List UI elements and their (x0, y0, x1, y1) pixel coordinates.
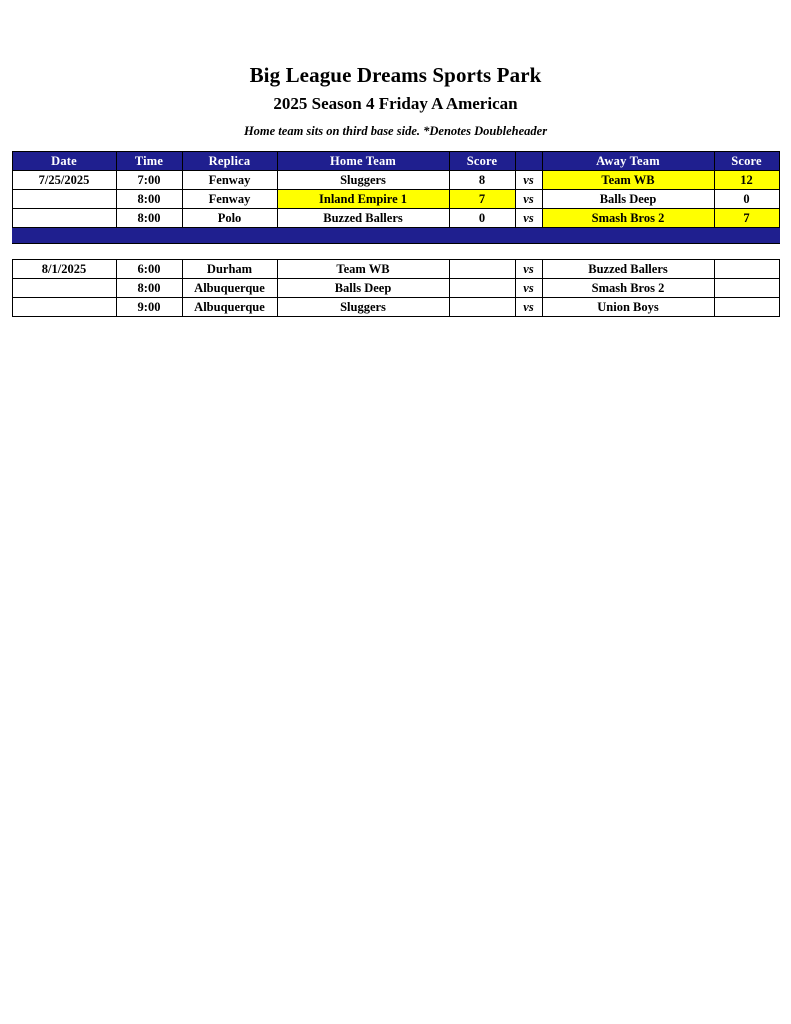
spacer-cell (515, 244, 542, 260)
table-body (12, 171, 779, 317)
cell-away-team: Union Boys (542, 298, 714, 317)
cell-time: 7:00 (116, 171, 182, 190)
cell-home-score (449, 298, 515, 317)
table-row (12, 298, 779, 317)
cell-replica: Albuquerque (182, 279, 277, 298)
table-row (12, 190, 779, 209)
cell-replica: Albuquerque (182, 298, 277, 317)
spacer-cell (277, 244, 449, 260)
cell-home-team: Buzzed Ballers (277, 209, 449, 228)
document-header (0, 0, 791, 140)
column-header-home-team: Home Team (277, 152, 449, 171)
spacer-cell (542, 244, 714, 260)
cell-home-score (449, 279, 515, 298)
cell-away-score: 7 (714, 209, 779, 228)
cell-away-team: Smash Bros 2 (542, 279, 714, 298)
spacer-cell (449, 244, 515, 260)
spacer-cell (182, 244, 277, 260)
cell-home-team: Team WB (277, 260, 449, 279)
spacer-cell (714, 244, 779, 260)
cell-time: 8:00 (116, 279, 182, 298)
page-note: Home team sits on third base side. *Denotes Doubleheader (243, 124, 548, 138)
column-header-away-team: Away Team (542, 152, 714, 171)
column-header-replica: Replica (182, 152, 277, 171)
column-header-vs (515, 152, 542, 171)
cell-time: 8:00 (116, 209, 182, 228)
cell-away-score: 12 (714, 171, 779, 190)
cell-home-score: 0 (449, 209, 515, 228)
divider-cell (182, 228, 277, 244)
cell-away-team: Team WB (542, 171, 714, 190)
cell-replica: Fenway (182, 190, 277, 209)
column-header-time: Time (116, 152, 182, 171)
cell-vs: vs (515, 171, 542, 190)
page-subtitle: 2025 Season 4 Friday A American (273, 94, 518, 113)
cell-replica: Fenway (182, 171, 277, 190)
week-divider-band (12, 228, 779, 244)
cell-replica: Durham (182, 260, 277, 279)
table-row (12, 171, 779, 190)
cell-vs: vs (515, 298, 542, 317)
cell-home-score: 7 (449, 190, 515, 209)
page-title: Big League Dreams Sports Park (249, 63, 542, 87)
cell-time: 8:00 (116, 190, 182, 209)
cell-date (12, 209, 116, 228)
cell-date (12, 190, 116, 209)
spacer-cell (12, 244, 116, 260)
table-row (12, 209, 779, 228)
cell-vs: vs (515, 209, 542, 228)
divider-cell (277, 228, 449, 244)
cell-home-team: Sluggers (277, 298, 449, 317)
divider-cell (515, 228, 542, 244)
schedule-table (12, 151, 780, 317)
cell-home-score: 8 (449, 171, 515, 190)
cell-home-score (449, 260, 515, 279)
cell-date: 8/1/2025 (12, 260, 116, 279)
cell-time: 9:00 (116, 298, 182, 317)
row-spacer (12, 244, 779, 260)
cell-home-team: Inland Empire 1 (277, 190, 449, 209)
cell-away-score (714, 298, 779, 317)
cell-away-team: Smash Bros 2 (542, 209, 714, 228)
cell-time: 6:00 (116, 260, 182, 279)
cell-replica: Polo (182, 209, 277, 228)
divider-cell (449, 228, 515, 244)
divider-cell (542, 228, 714, 244)
table-header-row (12, 152, 779, 171)
cell-vs: vs (515, 190, 542, 209)
cell-away-team: Buzzed Ballers (542, 260, 714, 279)
cell-away-score (714, 260, 779, 279)
cell-away-score (714, 279, 779, 298)
table-row (12, 260, 779, 279)
cell-away-team: Balls Deep (542, 190, 714, 209)
column-header-date: Date (12, 152, 116, 171)
cell-home-team: Balls Deep (277, 279, 449, 298)
divider-cell (12, 228, 116, 244)
divider-cell (116, 228, 182, 244)
cell-away-score: 0 (714, 190, 779, 209)
spacer-cell (116, 244, 182, 260)
cell-home-team: Sluggers (277, 171, 449, 190)
cell-vs: vs (515, 279, 542, 298)
cell-date: 7/25/2025 (12, 171, 116, 190)
column-header-away-score: Score (714, 152, 779, 171)
cell-date (12, 279, 116, 298)
cell-date (12, 298, 116, 317)
column-header-home-score: Score (449, 152, 515, 171)
divider-cell (714, 228, 779, 244)
cell-vs: vs (515, 260, 542, 279)
table-row (12, 279, 779, 298)
